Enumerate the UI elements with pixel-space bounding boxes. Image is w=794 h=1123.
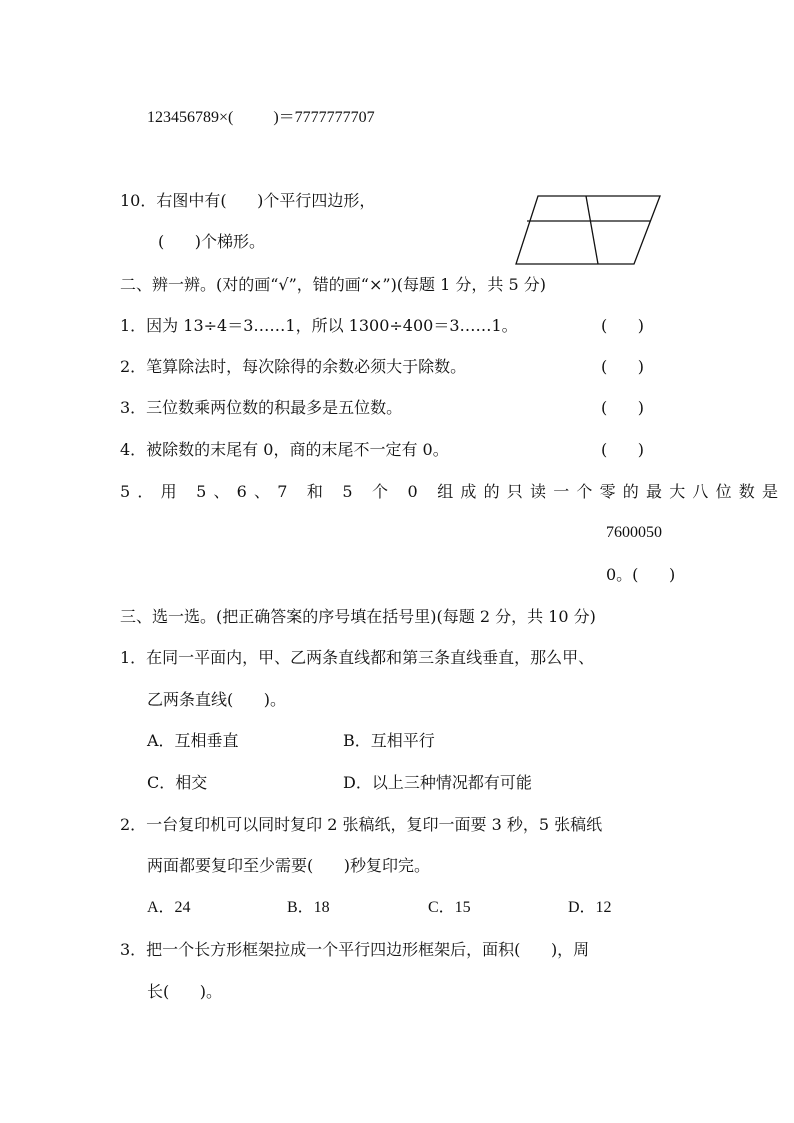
section3-q3-line1: 3．把一个长方形框架拉成一个平行四边形框架后，面积( )，周 — [120, 940, 590, 959]
section3-q2-line1: 2．一台复印机可以同时复印 2 张稿纸，复印一面要 3 秒，5 张稿纸 — [120, 815, 603, 834]
parallelogram-slant-line — [586, 196, 598, 264]
section2-item-5-line2: 7600050 — [606, 524, 662, 541]
q2-option-d[interactable]: D．12 — [568, 899, 612, 916]
section2-item-1: 1．因为 13÷4＝3……1，所以 1300÷400＝3……1。 — [120, 316, 518, 335]
section2-item-3: 3．三位数乘两位数的积最多是五位数。 — [120, 398, 403, 417]
q9-equation: 123456789×( )＝7777777707 — [147, 109, 375, 126]
answer-paren-3[interactable]: ( ) — [601, 398, 644, 417]
q1-option-b[interactable]: B．互相平行 — [343, 731, 435, 750]
q2-option-b[interactable]: B．18 — [287, 899, 330, 916]
q1-option-a[interactable]: A．互相垂直 — [147, 731, 239, 750]
section3-q2-line2: 两面都要复印至少需要( )秒复印完。 — [147, 856, 431, 875]
section3-q3-line2: 长( )。 — [147, 982, 223, 1001]
answer-paren-1[interactable]: ( ) — [601, 316, 644, 335]
q2-option-c[interactable]: C．15 — [428, 899, 471, 916]
section2-item-4: 4．被除数的末尾有 0，商的末尾不一定有 0。 — [120, 440, 449, 459]
answer-paren-4[interactable]: ( ) — [601, 440, 644, 459]
answer-paren-2[interactable]: ( ) — [601, 357, 644, 376]
section2-heading: 二、辨一辨。(对的画“√”，错的画“×”)(每题 1 分，共 5 分) — [120, 275, 546, 294]
section2-item-5-line3[interactable]: 0。( ) — [606, 565, 676, 584]
section3-heading: 三、选一选。(把正确答案的序号填在括号里)(每题 2 分，共 10 分) — [120, 607, 596, 626]
q10-line1: 10．右图中有( )个平行四边形， — [120, 191, 376, 210]
q10-line2: ( )个梯形。 — [158, 232, 266, 251]
q1-option-d[interactable]: D．以上三种情况都有可能 — [343, 773, 532, 792]
q1-option-c[interactable]: C．相交 — [147, 773, 208, 792]
section2-item-2: 2．笔算除法时，每次除得的余数必须大于除数。 — [120, 357, 467, 376]
section3-q1-line2: 乙两条直线( )。 — [147, 690, 287, 709]
section3-q1-line1: 1．在同一平面内，甲、乙两条直线都和第三条直线垂直，那么甲、 — [120, 648, 595, 667]
q2-option-a[interactable]: A．24 — [147, 899, 191, 916]
section2-item-5-line1: 5．用 5、6、7 和 5 个 0 组成的只读一个零的最大八位数是 — [120, 482, 786, 501]
parallelogram-figure — [514, 190, 664, 270]
